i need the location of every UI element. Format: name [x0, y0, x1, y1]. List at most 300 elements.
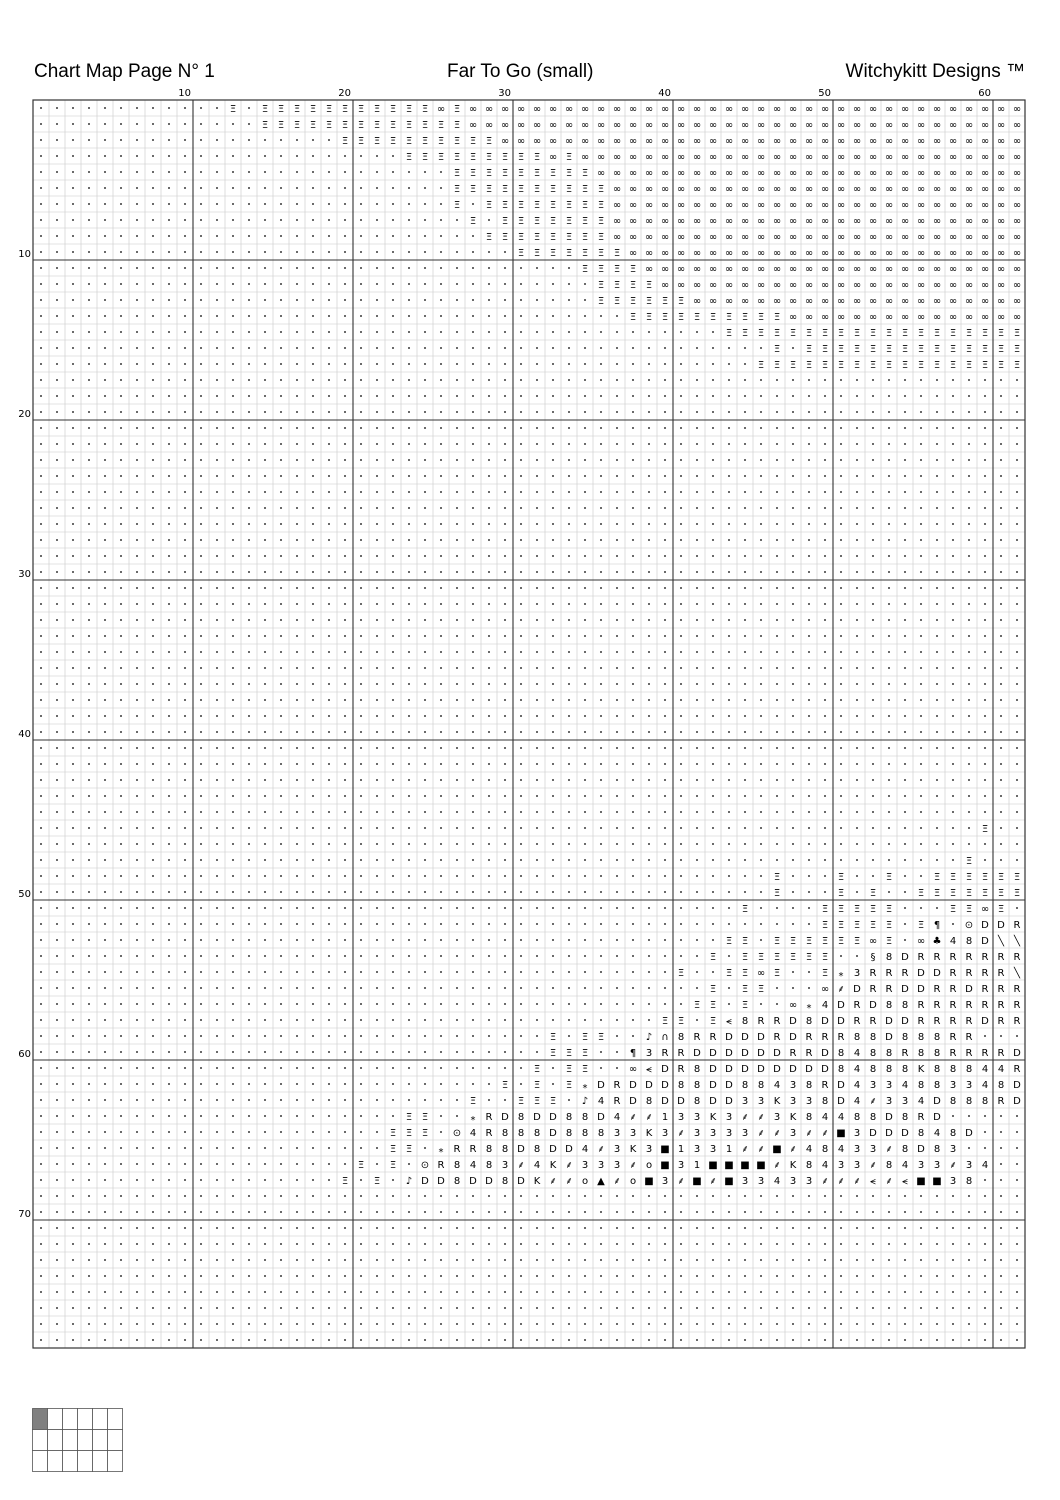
empty-cell-dot: [888, 843, 890, 845]
empty-cell-dot: [488, 1099, 490, 1101]
empty-cell-dot: [680, 331, 682, 333]
stitch-symbol: D: [693, 1048, 701, 1059]
stitch-symbol: Ξ: [469, 136, 477, 147]
empty-cell-dot: [184, 107, 186, 109]
empty-cell-dot: [360, 1019, 362, 1021]
empty-cell-dot: [200, 363, 202, 365]
empty-cell-dot: [168, 1003, 170, 1005]
empty-cell-dot: [264, 683, 266, 685]
empty-cell-dot: [856, 955, 858, 957]
empty-cell-dot: [632, 731, 634, 733]
empty-cell-dot: [40, 843, 42, 845]
empty-cell-dot: [808, 1275, 810, 1277]
stitch-symbol: 8: [677, 1080, 685, 1091]
empty-cell-dot: [360, 619, 362, 621]
empty-cell-dot: [920, 747, 922, 749]
empty-cell-dot: [568, 315, 570, 317]
stitch-symbol: Ξ: [597, 1032, 605, 1043]
empty-cell-dot: [232, 779, 234, 781]
empty-cell-dot: [472, 459, 474, 461]
empty-cell-dot: [728, 891, 730, 893]
empty-cell-dot: [936, 411, 938, 413]
stitch-symbol: D: [661, 1080, 669, 1091]
empty-cell-dot: [312, 379, 314, 381]
empty-cell-dot: [520, 827, 522, 829]
empty-cell-dot: [296, 251, 298, 253]
empty-cell-dot: [472, 267, 474, 269]
empty-cell-dot: [744, 779, 746, 781]
stitch-symbol: R: [661, 1048, 669, 1059]
stitch-symbol: Ξ: [917, 328, 925, 339]
empty-cell-dot: [712, 619, 714, 621]
empty-cell-dot: [232, 491, 234, 493]
empty-cell-dot: [616, 507, 618, 509]
stitch-symbol: 3: [693, 1112, 701, 1123]
stitch-symbol: Ξ: [469, 216, 477, 227]
empty-cell-dot: [184, 667, 186, 669]
empty-cell-dot: [552, 1243, 554, 1245]
empty-cell-dot: [776, 1339, 778, 1341]
empty-cell-dot: [232, 1131, 234, 1133]
stitch-symbol: ∞: [788, 1000, 798, 1011]
empty-cell-dot: [616, 331, 618, 333]
empty-cell-dot: [824, 571, 826, 573]
empty-cell-dot: [120, 267, 122, 269]
stitch-symbol: 8: [741, 1080, 749, 1091]
empty-cell-dot: [248, 891, 250, 893]
stitch-symbol: ∞: [596, 104, 606, 115]
empty-cell-dot: [392, 635, 394, 637]
empty-cell-dot: [536, 283, 538, 285]
empty-cell-dot: [504, 1243, 506, 1245]
empty-cell-dot: [232, 1339, 234, 1341]
empty-cell-dot: [552, 731, 554, 733]
empty-cell-dot: [328, 667, 330, 669]
empty-cell-dot: [168, 347, 170, 349]
stitch-symbol: Ξ: [501, 232, 509, 243]
empty-cell-dot: [872, 1323, 874, 1325]
stitch-symbol: R: [917, 1000, 925, 1011]
empty-cell-dot: [328, 1163, 330, 1165]
empty-cell-dot: [904, 907, 906, 909]
empty-cell-dot: [56, 731, 58, 733]
empty-cell-dot: [440, 507, 442, 509]
stitch-symbol: Ξ: [485, 184, 493, 195]
empty-cell-dot: [520, 1227, 522, 1229]
empty-cell-dot: [40, 619, 42, 621]
empty-cell-dot: [408, 699, 410, 701]
empty-cell-dot: [472, 203, 474, 205]
empty-cell-dot: [584, 987, 586, 989]
stitch-symbol: Ξ: [677, 312, 685, 323]
empty-cell-dot: [296, 1051, 298, 1053]
empty-cell-dot: [472, 907, 474, 909]
stitch-symbol: ∞: [756, 200, 766, 211]
stitch-symbol: ∞: [884, 232, 894, 243]
empty-cell-dot: [456, 587, 458, 589]
empty-cell-dot: [264, 363, 266, 365]
empty-cell-dot: [88, 1323, 90, 1325]
empty-cell-dot: [40, 219, 42, 221]
empty-cell-dot: [552, 667, 554, 669]
empty-cell-dot: [504, 683, 506, 685]
empty-cell-dot: [808, 395, 810, 397]
empty-cell-dot: [920, 443, 922, 445]
empty-cell-dot: [488, 683, 490, 685]
empty-cell-dot: [88, 699, 90, 701]
stitch-symbol: ∞: [772, 200, 782, 211]
empty-cell-dot: [872, 1195, 874, 1197]
empty-cell-dot: [376, 907, 378, 909]
empty-cell-dot: [248, 923, 250, 925]
empty-cell-dot: [40, 1019, 42, 1021]
empty-cell-dot: [200, 907, 202, 909]
empty-cell-dot: [872, 875, 874, 877]
stitch-symbol: 8: [677, 1032, 685, 1043]
empty-cell-dot: [328, 587, 330, 589]
empty-cell-dot: [808, 427, 810, 429]
empty-cell-dot: [152, 1339, 154, 1341]
empty-cell-dot: [1016, 1259, 1018, 1261]
empty-cell-dot: [664, 1291, 666, 1293]
empty-cell-dot: [520, 971, 522, 973]
empty-cell-dot: [152, 1179, 154, 1181]
stitch-symbol: R: [677, 1064, 685, 1075]
stitch-symbol: D: [597, 1080, 605, 1091]
stitch-symbol: Ξ: [869, 904, 877, 915]
empty-cell-dot: [280, 779, 282, 781]
stitch-symbol: Ξ: [565, 184, 573, 195]
empty-cell-dot: [344, 1195, 346, 1197]
empty-cell-dot: [376, 651, 378, 653]
stitch-symbol: 8: [901, 1000, 909, 1011]
empty-cell-dot: [456, 459, 458, 461]
empty-cell-dot: [888, 891, 890, 893]
empty-cell-dot: [120, 619, 122, 621]
stitch-symbol: D: [837, 1080, 845, 1091]
empty-cell-dot: [72, 779, 74, 781]
empty-cell-dot: [40, 1115, 42, 1117]
empty-cell-dot: [104, 939, 106, 941]
empty-cell-dot: [120, 411, 122, 413]
empty-cell-dot: [728, 1323, 730, 1325]
empty-cell-dot: [376, 395, 378, 397]
empty-cell-dot: [920, 379, 922, 381]
empty-cell-dot: [568, 763, 570, 765]
empty-cell-dot: [440, 395, 442, 397]
stitch-symbol: ∞: [900, 280, 910, 291]
empty-cell-dot: [152, 763, 154, 765]
stitch-symbol: Ξ: [549, 200, 557, 211]
empty-cell-dot: [216, 1019, 218, 1021]
empty-cell-dot: [952, 1259, 954, 1261]
empty-cell-dot: [488, 731, 490, 733]
empty-cell-dot: [872, 1227, 874, 1229]
empty-cell-dot: [888, 507, 890, 509]
empty-cell-dot: [616, 443, 618, 445]
empty-cell-dot: [584, 1195, 586, 1197]
empty-cell-dot: [408, 907, 410, 909]
empty-cell-dot: [984, 619, 986, 621]
empty-cell-dot: [376, 827, 378, 829]
empty-cell-dot: [344, 651, 346, 653]
empty-cell-dot: [344, 699, 346, 701]
empty-cell-dot: [632, 939, 634, 941]
empty-cell-dot: [296, 187, 298, 189]
stitch-symbol: ∞: [692, 168, 702, 179]
stitch-symbol: ∞: [692, 296, 702, 307]
stitch-symbol: ∞: [836, 248, 846, 259]
stitch-symbol: ∞: [724, 104, 734, 115]
empty-cell-dot: [280, 1099, 282, 1101]
empty-cell-dot: [88, 251, 90, 253]
empty-cell-dot: [232, 987, 234, 989]
empty-cell-dot: [392, 955, 394, 957]
empty-cell-dot: [40, 1275, 42, 1277]
empty-cell-dot: [1016, 635, 1018, 637]
empty-cell-dot: [776, 795, 778, 797]
empty-cell-dot: [600, 939, 602, 941]
empty-cell-dot: [888, 747, 890, 749]
empty-cell-dot: [296, 843, 298, 845]
empty-cell-dot: [648, 683, 650, 685]
empty-cell-dot: [40, 763, 42, 765]
stitch-symbol: 8: [853, 1032, 861, 1043]
empty-cell-dot: [312, 1083, 314, 1085]
empty-cell-dot: [600, 363, 602, 365]
empty-cell-dot: [664, 587, 666, 589]
stitch-symbol: ∞: [820, 216, 830, 227]
empty-cell-dot: [216, 219, 218, 221]
empty-cell-dot: [440, 1003, 442, 1005]
empty-cell-dot: [744, 891, 746, 893]
stitch-symbol: ∞: [868, 312, 878, 323]
empty-cell-dot: [296, 795, 298, 797]
stitch-symbol: ∞: [756, 296, 766, 307]
empty-cell-dot: [776, 747, 778, 749]
stitch-symbol: ∞: [836, 200, 846, 211]
empty-cell-dot: [296, 587, 298, 589]
empty-cell-dot: [952, 811, 954, 813]
empty-cell-dot: [392, 395, 394, 397]
empty-cell-dot: [248, 1227, 250, 1229]
stitch-symbol: Ξ: [677, 1016, 685, 1027]
empty-cell-dot: [808, 635, 810, 637]
empty-cell-dot: [104, 203, 106, 205]
empty-cell-dot: [792, 603, 794, 605]
stitch-symbol: Ξ: [901, 360, 909, 371]
empty-cell-dot: [328, 891, 330, 893]
empty-cell-dot: [520, 699, 522, 701]
empty-cell-dot: [88, 1115, 90, 1117]
empty-cell-dot: [88, 1083, 90, 1085]
stitch-symbol: 4: [469, 1128, 477, 1139]
empty-cell-dot: [568, 875, 570, 877]
empty-cell-dot: [248, 107, 250, 109]
stitch-symbol: Ξ: [453, 184, 461, 195]
empty-cell-dot: [888, 827, 890, 829]
empty-cell-dot: [920, 875, 922, 877]
empty-cell-dot: [408, 1051, 410, 1053]
stitch-symbol: ∞: [948, 248, 958, 259]
empty-cell-dot: [376, 411, 378, 413]
empty-cell-dot: [824, 427, 826, 429]
stitch-symbol: Ξ: [437, 120, 445, 131]
stitch-symbol: ∞: [628, 136, 638, 147]
empty-cell-dot: [712, 763, 714, 765]
stitch-symbol: ∞: [644, 168, 654, 179]
empty-cell-dot: [600, 443, 602, 445]
empty-cell-dot: [856, 539, 858, 541]
empty-cell-dot: [376, 331, 378, 333]
empty-cell-dot: [1016, 763, 1018, 765]
stitch-symbol: ∞: [964, 152, 974, 163]
empty-cell-dot: [696, 987, 698, 989]
empty-cell-dot: [568, 939, 570, 941]
empty-cell-dot: [712, 635, 714, 637]
stitch-symbol: Ξ: [917, 344, 925, 355]
empty-cell-dot: [808, 379, 810, 381]
empty-cell-dot: [696, 1307, 698, 1309]
empty-cell-dot: [520, 779, 522, 781]
empty-cell-dot: [280, 235, 282, 237]
empty-cell-dot: [312, 1131, 314, 1133]
stitch-symbol: Ξ: [565, 1048, 573, 1059]
empty-cell-dot: [264, 923, 266, 925]
empty-cell-dot: [440, 411, 442, 413]
empty-cell-dot: [984, 587, 986, 589]
stitch-symbol: Ξ: [565, 216, 573, 227]
empty-cell-dot: [392, 283, 394, 285]
stitch-symbol: 3: [709, 1128, 717, 1139]
stitch-symbol: Ξ: [821, 952, 829, 963]
empty-cell-dot: [72, 683, 74, 685]
empty-cell-dot: [936, 539, 938, 541]
empty-cell-dot: [488, 1307, 490, 1309]
empty-cell-dot: [232, 923, 234, 925]
empty-cell-dot: [568, 699, 570, 701]
empty-cell-dot: [696, 475, 698, 477]
empty-cell-dot: [280, 571, 282, 573]
stitch-symbol: ■: [692, 1176, 702, 1187]
empty-cell-dot: [216, 123, 218, 125]
empty-cell-dot: [744, 1275, 746, 1277]
empty-cell-dot: [648, 667, 650, 669]
empty-cell-dot: [168, 1275, 170, 1277]
stitch-symbol: ∞: [804, 200, 814, 211]
empty-cell-dot: [776, 699, 778, 701]
stitch-symbol: Ξ: [453, 152, 461, 163]
empty-cell-dot: [552, 1019, 554, 1021]
empty-cell-dot: [600, 1019, 602, 1021]
empty-cell-dot: [600, 1051, 602, 1053]
empty-cell-dot: [216, 1131, 218, 1133]
empty-cell-dot: [168, 1019, 170, 1021]
empty-cell-dot: [824, 667, 826, 669]
empty-cell-dot: [408, 1163, 410, 1165]
stitch-symbol: ∞: [884, 312, 894, 323]
empty-cell-dot: [168, 379, 170, 381]
empty-cell-dot: [520, 1243, 522, 1245]
empty-cell-dot: [72, 955, 74, 957]
empty-cell-dot: [904, 1291, 906, 1293]
stitch-symbol: 3: [741, 1096, 749, 1107]
empty-cell-dot: [264, 843, 266, 845]
stitch-symbol: D: [981, 1016, 989, 1027]
empty-cell-dot: [328, 491, 330, 493]
empty-cell-dot: [280, 939, 282, 941]
empty-cell-dot: [376, 891, 378, 893]
empty-cell-dot: [520, 891, 522, 893]
empty-cell-dot: [696, 1019, 698, 1021]
stitch-symbol: D: [885, 1128, 893, 1139]
stitch-symbol: ∞: [804, 120, 814, 131]
empty-cell-dot: [440, 187, 442, 189]
empty-cell-dot: [296, 283, 298, 285]
empty-cell-dot: [104, 427, 106, 429]
empty-cell-dot: [904, 795, 906, 797]
empty-cell-dot: [376, 267, 378, 269]
empty-cell-dot: [440, 523, 442, 525]
page-map-cell: [108, 1409, 123, 1430]
empty-cell-dot: [648, 587, 650, 589]
stitch-symbol: ∞: [836, 136, 846, 147]
page-map-cell: [93, 1409, 108, 1430]
empty-cell-dot: [744, 763, 746, 765]
empty-cell-dot: [104, 395, 106, 397]
empty-cell-dot: [248, 1019, 250, 1021]
empty-cell-dot: [888, 859, 890, 861]
empty-cell-dot: [56, 411, 58, 413]
empty-cell-dot: [280, 1067, 282, 1069]
empty-cell-dot: [984, 571, 986, 573]
empty-cell-dot: [472, 1291, 474, 1293]
empty-cell-dot: [776, 1291, 778, 1293]
empty-cell-dot: [984, 843, 986, 845]
empty-cell-dot: [232, 683, 234, 685]
empty-cell-dot: [120, 763, 122, 765]
empty-cell-dot: [360, 891, 362, 893]
empty-cell-dot: [56, 299, 58, 301]
empty-cell-dot: [40, 667, 42, 669]
empty-cell-dot: [104, 443, 106, 445]
stitch-symbol: Ξ: [533, 200, 541, 211]
page-map-cell: [63, 1409, 78, 1430]
empty-cell-dot: [72, 203, 74, 205]
empty-cell-dot: [536, 875, 538, 877]
stitch-symbol: ∞: [628, 152, 638, 163]
empty-cell-dot: [616, 347, 618, 349]
empty-cell-dot: [376, 539, 378, 541]
empty-cell-dot: [664, 827, 666, 829]
empty-cell-dot: [328, 619, 330, 621]
empty-cell-dot: [632, 1035, 634, 1037]
empty-cell-dot: [120, 635, 122, 637]
empty-cell-dot: [664, 731, 666, 733]
empty-cell-dot: [568, 1035, 570, 1037]
empty-cell-dot: [72, 1083, 74, 1085]
empty-cell-dot: [40, 1243, 42, 1245]
empty-cell-dot: [408, 715, 410, 717]
empty-cell-dot: [328, 411, 330, 413]
empty-cell-dot: [184, 395, 186, 397]
empty-cell-dot: [520, 747, 522, 749]
empty-cell-dot: [72, 987, 74, 989]
stitch-symbol: 4: [837, 1144, 845, 1155]
empty-cell-dot: [920, 1211, 922, 1213]
empty-cell-dot: [168, 1035, 170, 1037]
stitch-symbol: ∞: [772, 120, 782, 131]
